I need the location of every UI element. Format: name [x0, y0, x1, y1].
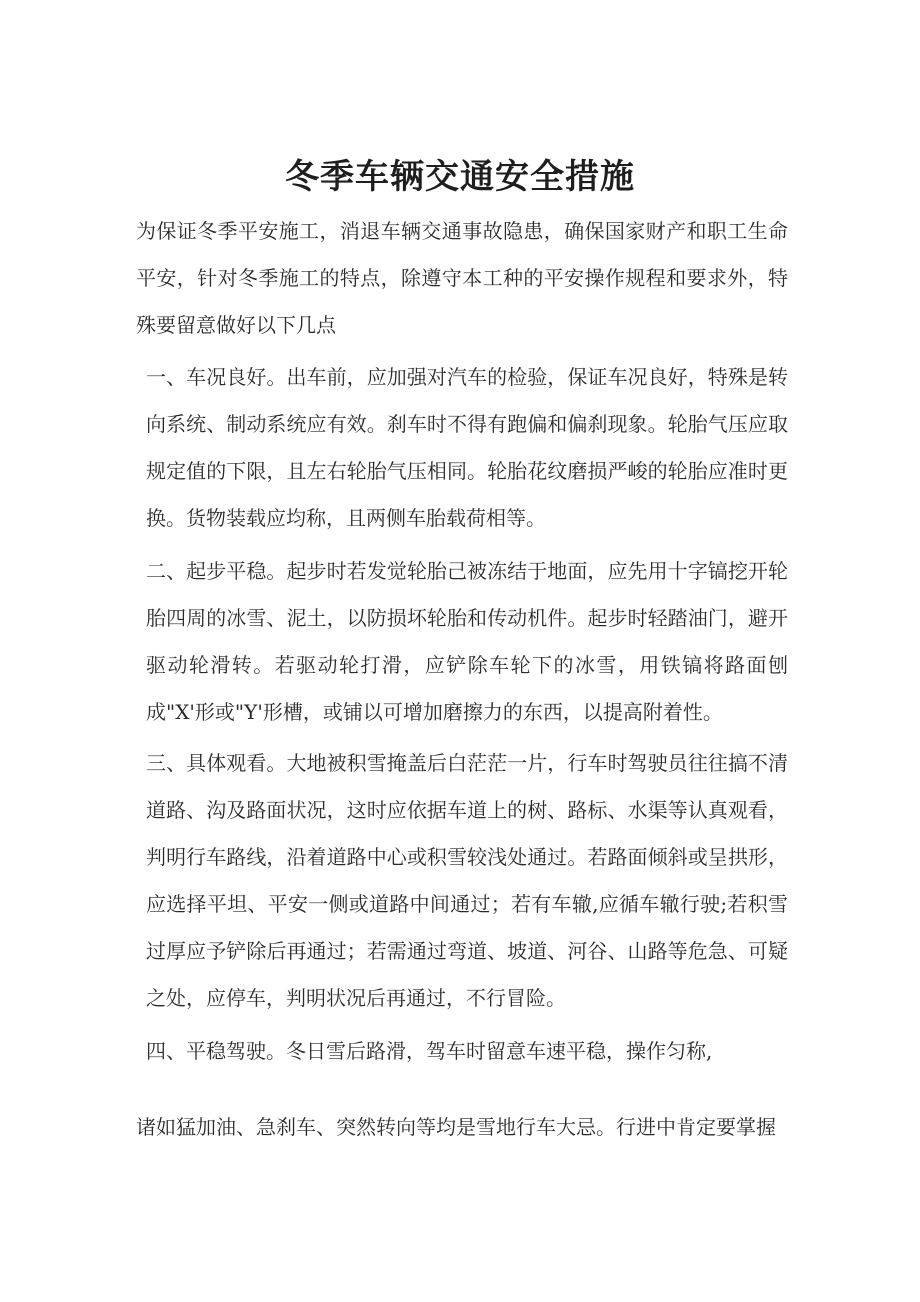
section-4-paragraph: [136, 1028, 788, 1075]
section-2-text: 二、起步平稳。起步时若发觉轮胎己被冻结于地面，应先用十字镐挖开轮胎四周的冰雪、泥土，以防损坏轮胎和传动机件。起步时轻踏油门，避开驱动轮滑转。若驱动轮打滑，应铲除车轮下的冰雪，用铁镐将路面刨成"X'形或"Y'形槽，或铺以可增加磨擦力的东西，以提高附着性。: [146, 559, 788, 724]
section-2-paragraph: [136, 548, 788, 736]
document-title: 冬季车辆交通安全措施: [285, 156, 635, 197]
section-4-continuation: [136, 1104, 788, 1151]
intro-paragraph: [136, 208, 788, 349]
intro-text: 为保证冬季平安施工，消退车辆交通事故隐患，确保国家财产和职工生命平安，针对冬季施工的特点，除遵守本工种的平安操作规程和要求外，特殊要留意做好以下几点: [136, 219, 788, 337]
section-1-paragraph: [136, 354, 788, 542]
continuation-text: 诸如猛加油、急刹车、突然转向等均是雪地行车大忌。行进中肯定要掌握: [136, 1115, 776, 1139]
section-3-text: 三、具体观看。大地被积雪掩盖后白茫茫一片，行车时驾驶员往往搞不清道路、沟及路面状况，这时应依据车道上的树、路标、水渠等认真观看，判明行车路线，沿着道路中心或积雪较浅处通过。若路面倾斜或呈拱形，应选择平坦、平安一侧或道路中间通过；若有车辙,应循车辙行驶;若积雪过厚应予铲除后再通过；若需通过弯道、坡道、河谷、山路等危急、可疑之处，应停车，判明状况后再通过，不行冒险。: [146, 751, 788, 1010]
section-1-text: 一、车况良好。出车前，应加强对汽车的检验，保证车况良好，特殊是转向系统、制动系统应有效。刹车时不得有跑偏和偏刹现象。轮胎气压应取规定值的下限，且左右轮胎气压相同。轮胎花纹磨损严峻的轮胎应准时更换。货物装载应均称，且两侧车胎载荷相等。: [146, 365, 788, 530]
section-3-paragraph: [136, 740, 788, 1022]
section-4-text: 四、平稳驾驶。冬日雪后路滑，驾车时留意车速平稳，操作匀称,: [146, 1039, 713, 1063]
